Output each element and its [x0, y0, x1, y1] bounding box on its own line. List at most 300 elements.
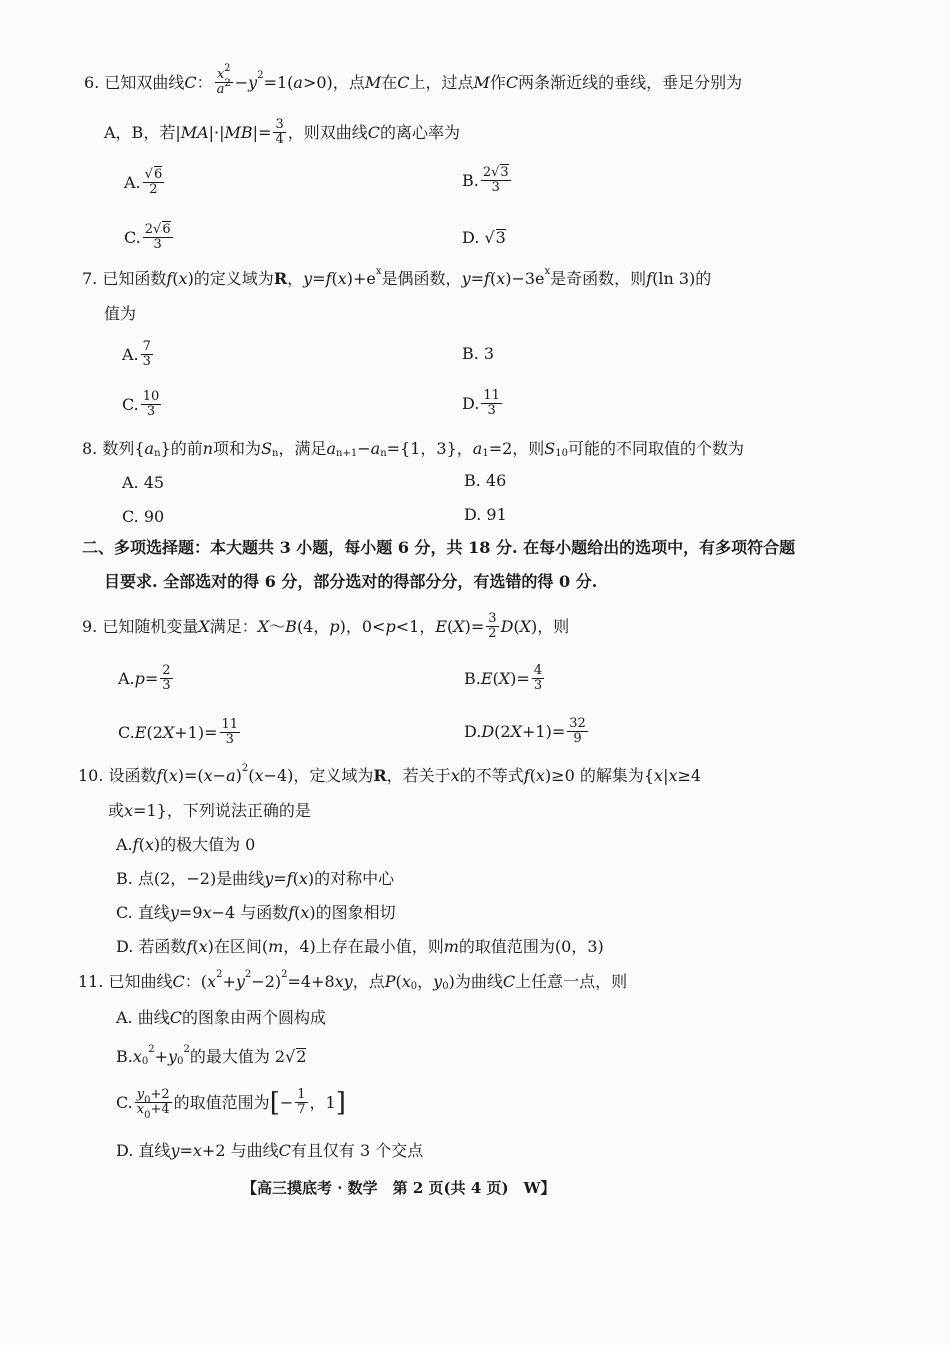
- superscript: 2: [257, 69, 264, 81]
- q8-option-b: [464, 473, 506, 489]
- radicand: 3: [500, 165, 509, 180]
- text: −2): [251, 972, 282, 991]
- numerator: [481, 389, 502, 404]
- text: 或: [108, 801, 125, 820]
- text: 6. 已知双曲线: [84, 72, 185, 92]
- math-var: p: [385, 616, 396, 636]
- math-var: x: [668, 766, 678, 785]
- text: 7: [142, 339, 151, 354]
- denominator: [224, 733, 236, 747]
- text: =: [470, 269, 485, 288]
- text: ≥4: [677, 766, 702, 785]
- text: +2: [150, 1087, 170, 1102]
- denominator: [273, 133, 285, 147]
- text: )≥0 的解集为{: [544, 766, 655, 785]
- superscript: 2: [281, 969, 288, 980]
- text: ，满足: [278, 439, 327, 458]
- text: C. 直线: [116, 903, 170, 922]
- text: 目要求. 全部选对的得 6 分，部分选对的得部分分，有选错的得 0 分.: [104, 572, 598, 591]
- math-var: y: [264, 869, 274, 888]
- q9-option-b: [464, 664, 546, 694]
- q10-option-c: [116, 905, 396, 921]
- math-var: f: [166, 269, 173, 288]
- text: ～: [269, 616, 286, 636]
- text: 8. 数列{: [82, 439, 145, 458]
- text: D.: [464, 721, 482, 741]
- q7-option-d: [462, 389, 504, 419]
- text: ={1，3}，: [386, 439, 473, 458]
- fraction: [215, 63, 233, 98]
- text: 是奇函数，则: [550, 269, 647, 288]
- text: 11. 已知曲线: [78, 972, 173, 991]
- text: =: [273, 869, 287, 888]
- denominator: [490, 181, 502, 195]
- text: )=(: [177, 766, 204, 785]
- superscript: x: [544, 266, 551, 277]
- q7-stem-line-1: [82, 266, 712, 288]
- math-var: f: [156, 766, 163, 785]
- text: B. 46: [464, 471, 507, 490]
- math-var: a: [226, 766, 236, 785]
- fraction: [143, 223, 173, 253]
- text: (: [513, 616, 520, 636]
- math-var: m: [268, 937, 284, 956]
- text: 的取值范围为(0，3): [458, 937, 604, 956]
- q11-option-b: [116, 1043, 307, 1067]
- text: 3: [153, 237, 162, 253]
- q8-option-d: [464, 507, 507, 523]
- text: (: [138, 835, 145, 854]
- q11-option-d: [116, 1143, 423, 1159]
- q10-option-b: [116, 871, 394, 887]
- text: −: [234, 72, 249, 92]
- denominator: [215, 78, 233, 98]
- math-var: S: [261, 439, 273, 458]
- math-var: xy: [334, 972, 353, 991]
- text: 1: [297, 1087, 306, 1102]
- text: ，: [417, 972, 434, 991]
- text: |: [663, 766, 669, 785]
- page-footer: 【高三摸底考 · 数学 第 2 页(共 4 页) W】: [242, 1179, 556, 1197]
- math-bold: R: [373, 766, 387, 785]
- text: ，4)上存在最小值，则: [283, 937, 444, 956]
- text: D. 91: [464, 505, 507, 524]
- fraction: [295, 1088, 307, 1118]
- q6-option-b: [462, 166, 513, 196]
- math-var: X: [162, 722, 175, 742]
- text: (2: [146, 722, 163, 742]
- math-var: x: [198, 937, 208, 956]
- text: 两条渐近线的垂线，垂足分别为: [518, 72, 743, 92]
- q6-option-d: [462, 229, 506, 246]
- text: )，0<: [339, 616, 386, 636]
- text: )在区间(: [207, 937, 269, 956]
- text: 2√: [482, 165, 500, 180]
- math-var: n: [202, 439, 214, 458]
- text: (: [162, 766, 169, 785]
- text: −4)，定义域为: [263, 766, 374, 785]
- text: )=: [464, 616, 485, 636]
- text: D. 若函数: [116, 937, 187, 956]
- text: =4+8: [287, 972, 335, 991]
- text: (: [248, 766, 255, 785]
- math-var: x: [654, 766, 664, 785]
- math-var: f: [132, 835, 139, 854]
- text: (ln 3)的: [652, 269, 712, 288]
- bracket: ]: [335, 1087, 346, 1118]
- bracket: [: [269, 1087, 280, 1118]
- math-var: f: [186, 937, 193, 956]
- math-var: x: [300, 903, 310, 922]
- text: =9: [178, 903, 203, 922]
- denominator: [141, 355, 153, 369]
- q10-option-d: [116, 939, 604, 955]
- text: )的对称中心: [307, 869, 395, 888]
- math-var: x: [144, 835, 154, 854]
- math-var: y: [168, 1046, 178, 1066]
- text: +: [222, 972, 236, 991]
- numerator: [141, 390, 162, 405]
- text: 3: [275, 117, 284, 132]
- fraction: [141, 390, 162, 420]
- math-var: x: [450, 766, 460, 785]
- text: (: [331, 269, 338, 288]
- subscript: n: [272, 448, 279, 459]
- text: 的最大值为 2√: [189, 1046, 296, 1066]
- text: D. √: [462, 227, 495, 247]
- text: B. 点(2，−2)是曲线: [116, 869, 265, 888]
- numerator: [481, 166, 511, 181]
- denominator: [160, 679, 172, 693]
- q9-option-c: [118, 718, 242, 748]
- math-var: x: [192, 1141, 202, 1160]
- text: )为曲线: [448, 972, 503, 991]
- text: =1}，下列说法正确的是: [133, 801, 311, 820]
- text: ，则双曲线: [287, 122, 368, 142]
- text: +: [154, 1046, 169, 1066]
- math-var: f: [288, 903, 295, 922]
- math-var: p: [134, 668, 145, 688]
- text: 11: [483, 388, 500, 403]
- fraction: [160, 664, 172, 694]
- text: 2: [488, 626, 497, 642]
- q9-option-d: [464, 717, 590, 747]
- radicand: 2: [296, 1047, 307, 1066]
- text: (: [395, 972, 402, 991]
- subscript: n: [380, 448, 387, 459]
- q7-stem-line-2: [104, 306, 136, 322]
- superscript: 2: [241, 763, 249, 774]
- numerator: [160, 664, 172, 679]
- text: 2√: [144, 222, 162, 237]
- subscript: 0: [177, 1055, 184, 1067]
- math-var: a: [293, 72, 303, 92]
- section-2-line-1: [82, 540, 795, 556]
- text: 9. 已知随机变量: [82, 616, 199, 636]
- text: C.: [122, 394, 139, 414]
- math-var: y: [136, 1087, 145, 1102]
- text: ，: [287, 269, 304, 288]
- text: ，若关于: [386, 766, 451, 785]
- math-var: X: [257, 616, 270, 636]
- superscript: 2: [148, 1043, 155, 1055]
- superscript: 2: [224, 63, 231, 74]
- text: A.: [122, 344, 139, 364]
- text: ，点: [352, 972, 385, 991]
- numerator: [532, 664, 544, 679]
- q10-option-a: [116, 837, 255, 853]
- q10-stem-line-1: [78, 763, 702, 785]
- superscript: 2: [224, 78, 231, 90]
- math-var: C: [169, 1008, 182, 1027]
- q9-option-a: [118, 664, 175, 694]
- text: 2: [149, 182, 158, 198]
- text: 3: [487, 403, 496, 419]
- text: 值为: [104, 304, 137, 323]
- math-var: x: [535, 766, 545, 785]
- math-var: C: [502, 972, 516, 991]
- denominator: [145, 405, 157, 419]
- subscript: 0: [144, 1110, 151, 1122]
- text: =: [312, 269, 326, 288]
- text: 可能的不同取值的个数为: [568, 439, 745, 458]
- math-var: C: [172, 972, 185, 991]
- text: 9: [573, 731, 582, 747]
- text: 3: [488, 611, 497, 626]
- denominator: [295, 1103, 307, 1117]
- radicand: 3: [495, 228, 506, 247]
- math-var: x: [203, 766, 213, 785]
- math-var: x: [337, 269, 347, 288]
- text: ：(: [184, 972, 208, 991]
- text: +4: [150, 1102, 170, 1118]
- fraction: [481, 166, 511, 196]
- q6-stem-line-1: [84, 63, 743, 98]
- math-var: C: [367, 122, 381, 142]
- math-var: E: [134, 722, 147, 742]
- text: 3: [533, 678, 543, 694]
- text: A. 45: [122, 473, 165, 492]
- fraction: [143, 168, 165, 198]
- numerator: [141, 340, 153, 355]
- math-var: x: [136, 1102, 145, 1118]
- text: +2 与曲线: [201, 1141, 279, 1160]
- math-var: C: [184, 72, 197, 92]
- math-var: a: [370, 439, 381, 458]
- math-var: x: [168, 766, 178, 785]
- math-var: y: [433, 972, 443, 991]
- math-var: f: [523, 766, 530, 785]
- text: 2: [162, 663, 171, 678]
- text: 7. 已知函数: [82, 269, 167, 288]
- text: −: [357, 439, 371, 458]
- superscript: 2: [244, 969, 252, 980]
- numerator: [220, 718, 241, 733]
- math-var: MB: [224, 122, 253, 142]
- math-var: p: [329, 616, 340, 636]
- math-var: x: [124, 801, 134, 820]
- text: 的图象由两个圆构成: [181, 1008, 326, 1027]
- text: 11: [221, 717, 239, 732]
- math-var: y: [248, 72, 258, 92]
- text: (: [192, 937, 199, 956]
- text: (: [292, 869, 299, 888]
- text: )的图象相切: [309, 903, 396, 922]
- text: 在: [381, 72, 398, 92]
- math-var: X: [498, 668, 511, 688]
- subscript: 1: [482, 448, 489, 459]
- text: −: [279, 1092, 294, 1112]
- text: =: [144, 668, 159, 688]
- math-var: MA: [180, 122, 209, 142]
- math-var: y: [303, 269, 313, 288]
- text: C.: [118, 722, 135, 742]
- fraction: [486, 612, 498, 642]
- fraction: [135, 1087, 172, 1122]
- text: 二、多项选择题：本大题共 3 小题，每小题 6 分，共 18 分. 在每小题给出的选项中，有多项符合题: [82, 538, 796, 557]
- text: )的定义域为: [187, 269, 274, 288]
- text: 的不等式: [459, 766, 524, 785]
- q7-option-a: [122, 340, 155, 370]
- text: )+e: [346, 269, 376, 288]
- text: (: [492, 668, 499, 688]
- text: 4: [275, 132, 284, 148]
- numerator: [273, 118, 285, 133]
- math-var: x: [207, 972, 217, 991]
- text: −4 与函数: [211, 903, 289, 922]
- math-var: E: [480, 668, 493, 688]
- subscript: n+1: [336, 448, 358, 459]
- math-var: S: [544, 439, 556, 458]
- text: )=: [510, 668, 530, 688]
- text: 32: [569, 716, 586, 731]
- text: (: [294, 903, 301, 922]
- denominator: [135, 1102, 172, 1122]
- fraction: [532, 664, 544, 694]
- math-var: x: [202, 903, 212, 922]
- text: |·|: [208, 122, 225, 142]
- text: (4，: [296, 616, 330, 636]
- q6-option-a: [124, 168, 166, 198]
- text: C. 90: [122, 507, 165, 526]
- text: C.: [116, 1092, 133, 1112]
- text: 的取值范围为: [173, 1092, 270, 1112]
- text: B. 3: [462, 344, 495, 363]
- text: 上，过点: [409, 72, 474, 92]
- math-var: C: [505, 72, 519, 92]
- text: ：: [196, 72, 213, 92]
- text: 项和为: [213, 439, 262, 458]
- text: )的极大值为 0: [153, 835, 256, 854]
- text: B.: [462, 170, 479, 190]
- denominator: [532, 679, 544, 693]
- math-var: x: [178, 269, 188, 288]
- text: 3: [491, 180, 500, 196]
- subscript: 0: [144, 1095, 151, 1106]
- math-var: f: [286, 869, 293, 888]
- text: +1)=: [521, 721, 566, 741]
- numerator: [135, 1087, 172, 1106]
- subscript: 0: [410, 981, 418, 992]
- math-var: a: [216, 82, 225, 98]
- text: +1)=: [174, 722, 218, 742]
- text: A.: [124, 172, 141, 192]
- math-var: x: [254, 766, 264, 785]
- text: √: [144, 167, 153, 182]
- subscript: 0: [442, 981, 449, 992]
- text: 3: [225, 732, 234, 748]
- text: |=: [252, 122, 272, 142]
- text: 是偶函数，: [381, 269, 462, 288]
- text: =1(: [263, 72, 294, 92]
- fraction: [141, 340, 153, 370]
- text: 10: [142, 389, 160, 404]
- text: 10. 设函数: [78, 766, 157, 785]
- math-var: x: [216, 67, 225, 82]
- math-var: B: [285, 616, 297, 636]
- text: A.: [118, 668, 135, 688]
- numerator: [143, 223, 173, 238]
- text: (: [529, 766, 536, 785]
- text: D.: [462, 393, 480, 413]
- text: 满足：: [209, 616, 258, 636]
- math-var: C: [397, 72, 410, 92]
- text: 3: [142, 354, 151, 370]
- denominator: [571, 732, 583, 746]
- fraction: [567, 717, 588, 747]
- math-var: M: [473, 72, 490, 92]
- text: (: [447, 616, 454, 636]
- denominator: [147, 183, 159, 197]
- numerator: [295, 1088, 307, 1103]
- math-var: P: [384, 972, 396, 991]
- q11-option-c: [116, 1087, 346, 1122]
- math-var: M: [364, 72, 382, 92]
- math-var: X: [510, 721, 522, 741]
- text: (2: [494, 721, 511, 741]
- math-var: x: [298, 869, 308, 888]
- denominator: [152, 238, 164, 252]
- math-var: D: [500, 616, 514, 636]
- text: C.: [124, 227, 141, 247]
- q7-option-b: [462, 346, 494, 362]
- subscript: n: [154, 448, 161, 459]
- subscript: 0: [141, 1055, 149, 1067]
- text: >0)，点: [302, 72, 365, 92]
- text: −: [212, 766, 227, 785]
- math-var: X: [453, 616, 465, 636]
- text: 上任意一点，则: [515, 972, 628, 991]
- math-var: X: [198, 616, 210, 636]
- numerator: [486, 612, 498, 627]
- math-var: y: [461, 269, 471, 288]
- radicand: 6: [153, 167, 163, 182]
- q11-stem: [78, 969, 628, 992]
- math-var: m: [443, 937, 459, 956]
- math-var: C: [278, 1141, 291, 1160]
- q8-stem: [82, 441, 744, 457]
- text: 的离心率为: [380, 122, 461, 142]
- text: (: [172, 269, 179, 288]
- text: (: [489, 269, 497, 288]
- section-2-line-2: [104, 574, 597, 590]
- text: }的前: [160, 439, 203, 458]
- math-var: a: [326, 439, 337, 458]
- math-var: f: [646, 269, 653, 288]
- superscript: 2: [183, 1043, 190, 1055]
- fraction: [481, 389, 502, 419]
- text: =2，则: [488, 439, 545, 458]
